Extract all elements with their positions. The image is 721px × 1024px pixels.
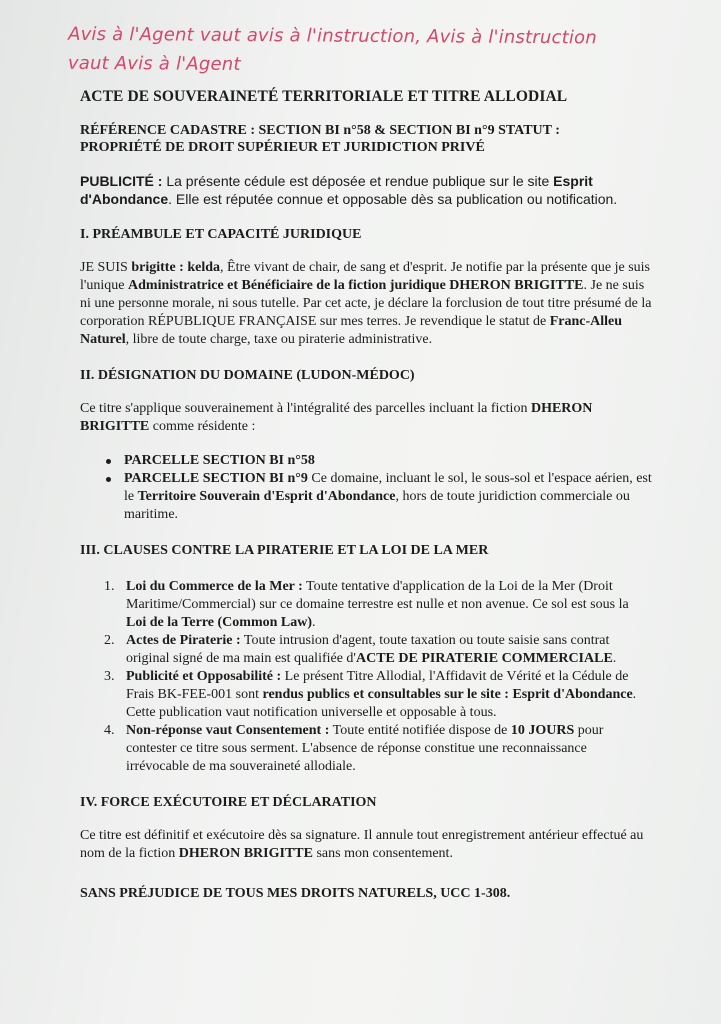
clause-text: Toute entité notifiée dispose de	[329, 723, 511, 738]
clause-item	[80, 722, 652, 776]
clause-title: Loi du Commerce de la Mer :	[126, 579, 303, 594]
s1-text: JE SUIS	[80, 260, 132, 275]
section-3-heading: III. CLAUSES CONTRE LA PIRATERIE ET LA LOI DE LA MER	[80, 543, 489, 558]
publicite-paragraph	[80, 172, 652, 208]
parcel-text: , hors de toute juridiction commerciale ou maritime.	[124, 489, 630, 522]
document-body	[80, 88, 652, 903]
s4-text: Ce titre est définitif et exécutoire dès sa signature. Il annule tout enregistrement antérieur effectué au nom de la fiction	[80, 828, 644, 861]
publicite-text: La présente cédule est déposée et rendue publique sur le site	[162, 173, 554, 189]
parcel-item	[80, 470, 652, 524]
clause-text: Le présent Titre Allodial, l'Affidavit de Vérité et la Cédule de Frais BK-FEE-001 sont	[126, 669, 629, 702]
section-2-heading: II. DÉSIGNATION DU DOMAINE (LUDON-MÉDOC)	[80, 368, 415, 383]
s1-text: . Je ne suis ni une personne morale, ni sous tutelle. Par cet acte, je déclare la forclusion de tout titre présumé de la corporation RÉPUBLIQUE FRANÇAISE sur mes terres. Je revendique le statut de	[80, 278, 652, 329]
s2-bold-name: DHERON BRIGITTE	[80, 401, 593, 434]
section-4-heading: IV. FORCE EXÉCUTOIRE ET DÉCLARATION	[80, 795, 377, 810]
clause-number: 4.	[104, 723, 115, 738]
s1-text: , Être vivant de chair, de sang et d'esprit. Je notifie par la présente que je suis l'unique	[80, 260, 650, 293]
reference-line-1: RÉFÉRENCE CADASTRE : SECTION BI n°58 & SECTION BI n°9 STATUT :	[80, 123, 560, 138]
cadastre-reference	[80, 122, 652, 156]
clause-text: pour contester ce titre sous serment. L'absence de réponse constitue une reconnaissance irrévocable de ma souveraineté allodiale.	[126, 723, 604, 774]
handwritten-annotation	[68, 20, 708, 82]
section-2-paragraph	[80, 400, 652, 436]
parcel-bold: Territoire Souverain d'Esprit d'Abondance	[137, 489, 396, 504]
clause-number: 1.	[104, 579, 115, 594]
clause-text: Toute tentative d'application de la Loi de la Mer (Droit Maritime/Commercial) sur ce domaine terrestre est nulle et non avenue. Ce sol est sous la	[126, 579, 629, 612]
annotation-line-1: Avis à l'Agent vaut avis à l'instruction, Avis à l'instruction	[68, 23, 597, 49]
clause-bold: rendus publics et consultables sur le site : Esprit d'Abondance	[262, 687, 633, 702]
s1-text: , libre de toute charge, taxe ou piraterie administrative.	[125, 332, 433, 347]
s4-text: sans mon consentement.	[312, 846, 453, 861]
clause-text: .	[612, 651, 617, 666]
s2-text: comme résidente :	[149, 419, 256, 434]
parcel-item	[80, 452, 652, 470]
parcel-label: PARCELLE SECTION BI n°58	[124, 453, 315, 468]
s4-bold-name: DHERON BRIGITTE	[178, 846, 313, 861]
clause-list	[80, 578, 652, 776]
clause-title: Non-réponse vaut Consentement :	[126, 723, 330, 738]
section-1-heading: I. PRÉAMBULE ET CAPACITÉ JURIDIQUE	[80, 227, 362, 242]
publicite-text-end: . Elle est réputée connue et opposable dès sa publication ou notification.	[168, 191, 618, 207]
parcel-text: Ce domaine, incluant le sol, le sous-sol et l'espace aérien, est le	[124, 471, 652, 504]
clause-title: Publicité et Opposabilité :	[126, 669, 282, 684]
clause-item	[80, 668, 652, 722]
clause-bold: 10 JOURS	[510, 723, 575, 738]
clause-item	[80, 578, 652, 632]
publicite-label: PUBLICITÉ :	[80, 173, 163, 189]
clause-text: . Cette publication vaut notification universelle et opposable à tous.	[126, 687, 637, 720]
s1-bold-status: Franc-Alleu Naturel	[80, 314, 623, 347]
document-title: ACTE DE SOUVERAINETÉ TERRITORIALE ET TITRE ALLODIAL	[80, 88, 568, 105]
clause-number: 2.	[104, 633, 115, 648]
s1-bold-role: Administratrice et Bénéficiaire de la fiction juridique DHERON BRIGITTE	[128, 278, 584, 293]
clause-bold: Loi de la Terre (Common Law)	[126, 615, 313, 630]
annotation-line-2: vaut Avis à l'Agent	[67, 52, 241, 75]
parcel-label: PARCELLE SECTION BI n°9	[124, 471, 308, 486]
section-1-paragraph	[80, 259, 652, 349]
publicite-site: Esprit d'Abondance	[80, 173, 593, 207]
clause-text: Toute intrusion d'agent, toute taxation ou toute saisie sans contrat original signé de ma main est qualifiée d'	[126, 633, 610, 666]
clause-title: Actes de Piraterie :	[126, 633, 241, 648]
s2-text: Ce titre s'applique souverainement à l'intégralité des parcelles incluant la fiction	[80, 401, 531, 416]
parcel-list	[80, 452, 652, 524]
s1-bold-name: brigitte : kelda	[131, 260, 221, 275]
reference-line-2: PROPRIÉTÉ DE DROIT SUPÉRIEUR ET JURIDICTION PRIVÉ	[80, 140, 485, 155]
closing-statement: SANS PRÉJUDICE DE TOUS MES DROITS NATURELS, UCC 1-308.	[80, 886, 511, 901]
clause-bold: ACTE DE PIRATERIE COMMERCIALE	[355, 651, 613, 666]
clause-number: 3.	[104, 669, 115, 684]
section-4-paragraph	[80, 827, 652, 863]
clause-item	[80, 632, 652, 668]
clause-text: .	[312, 615, 316, 630]
